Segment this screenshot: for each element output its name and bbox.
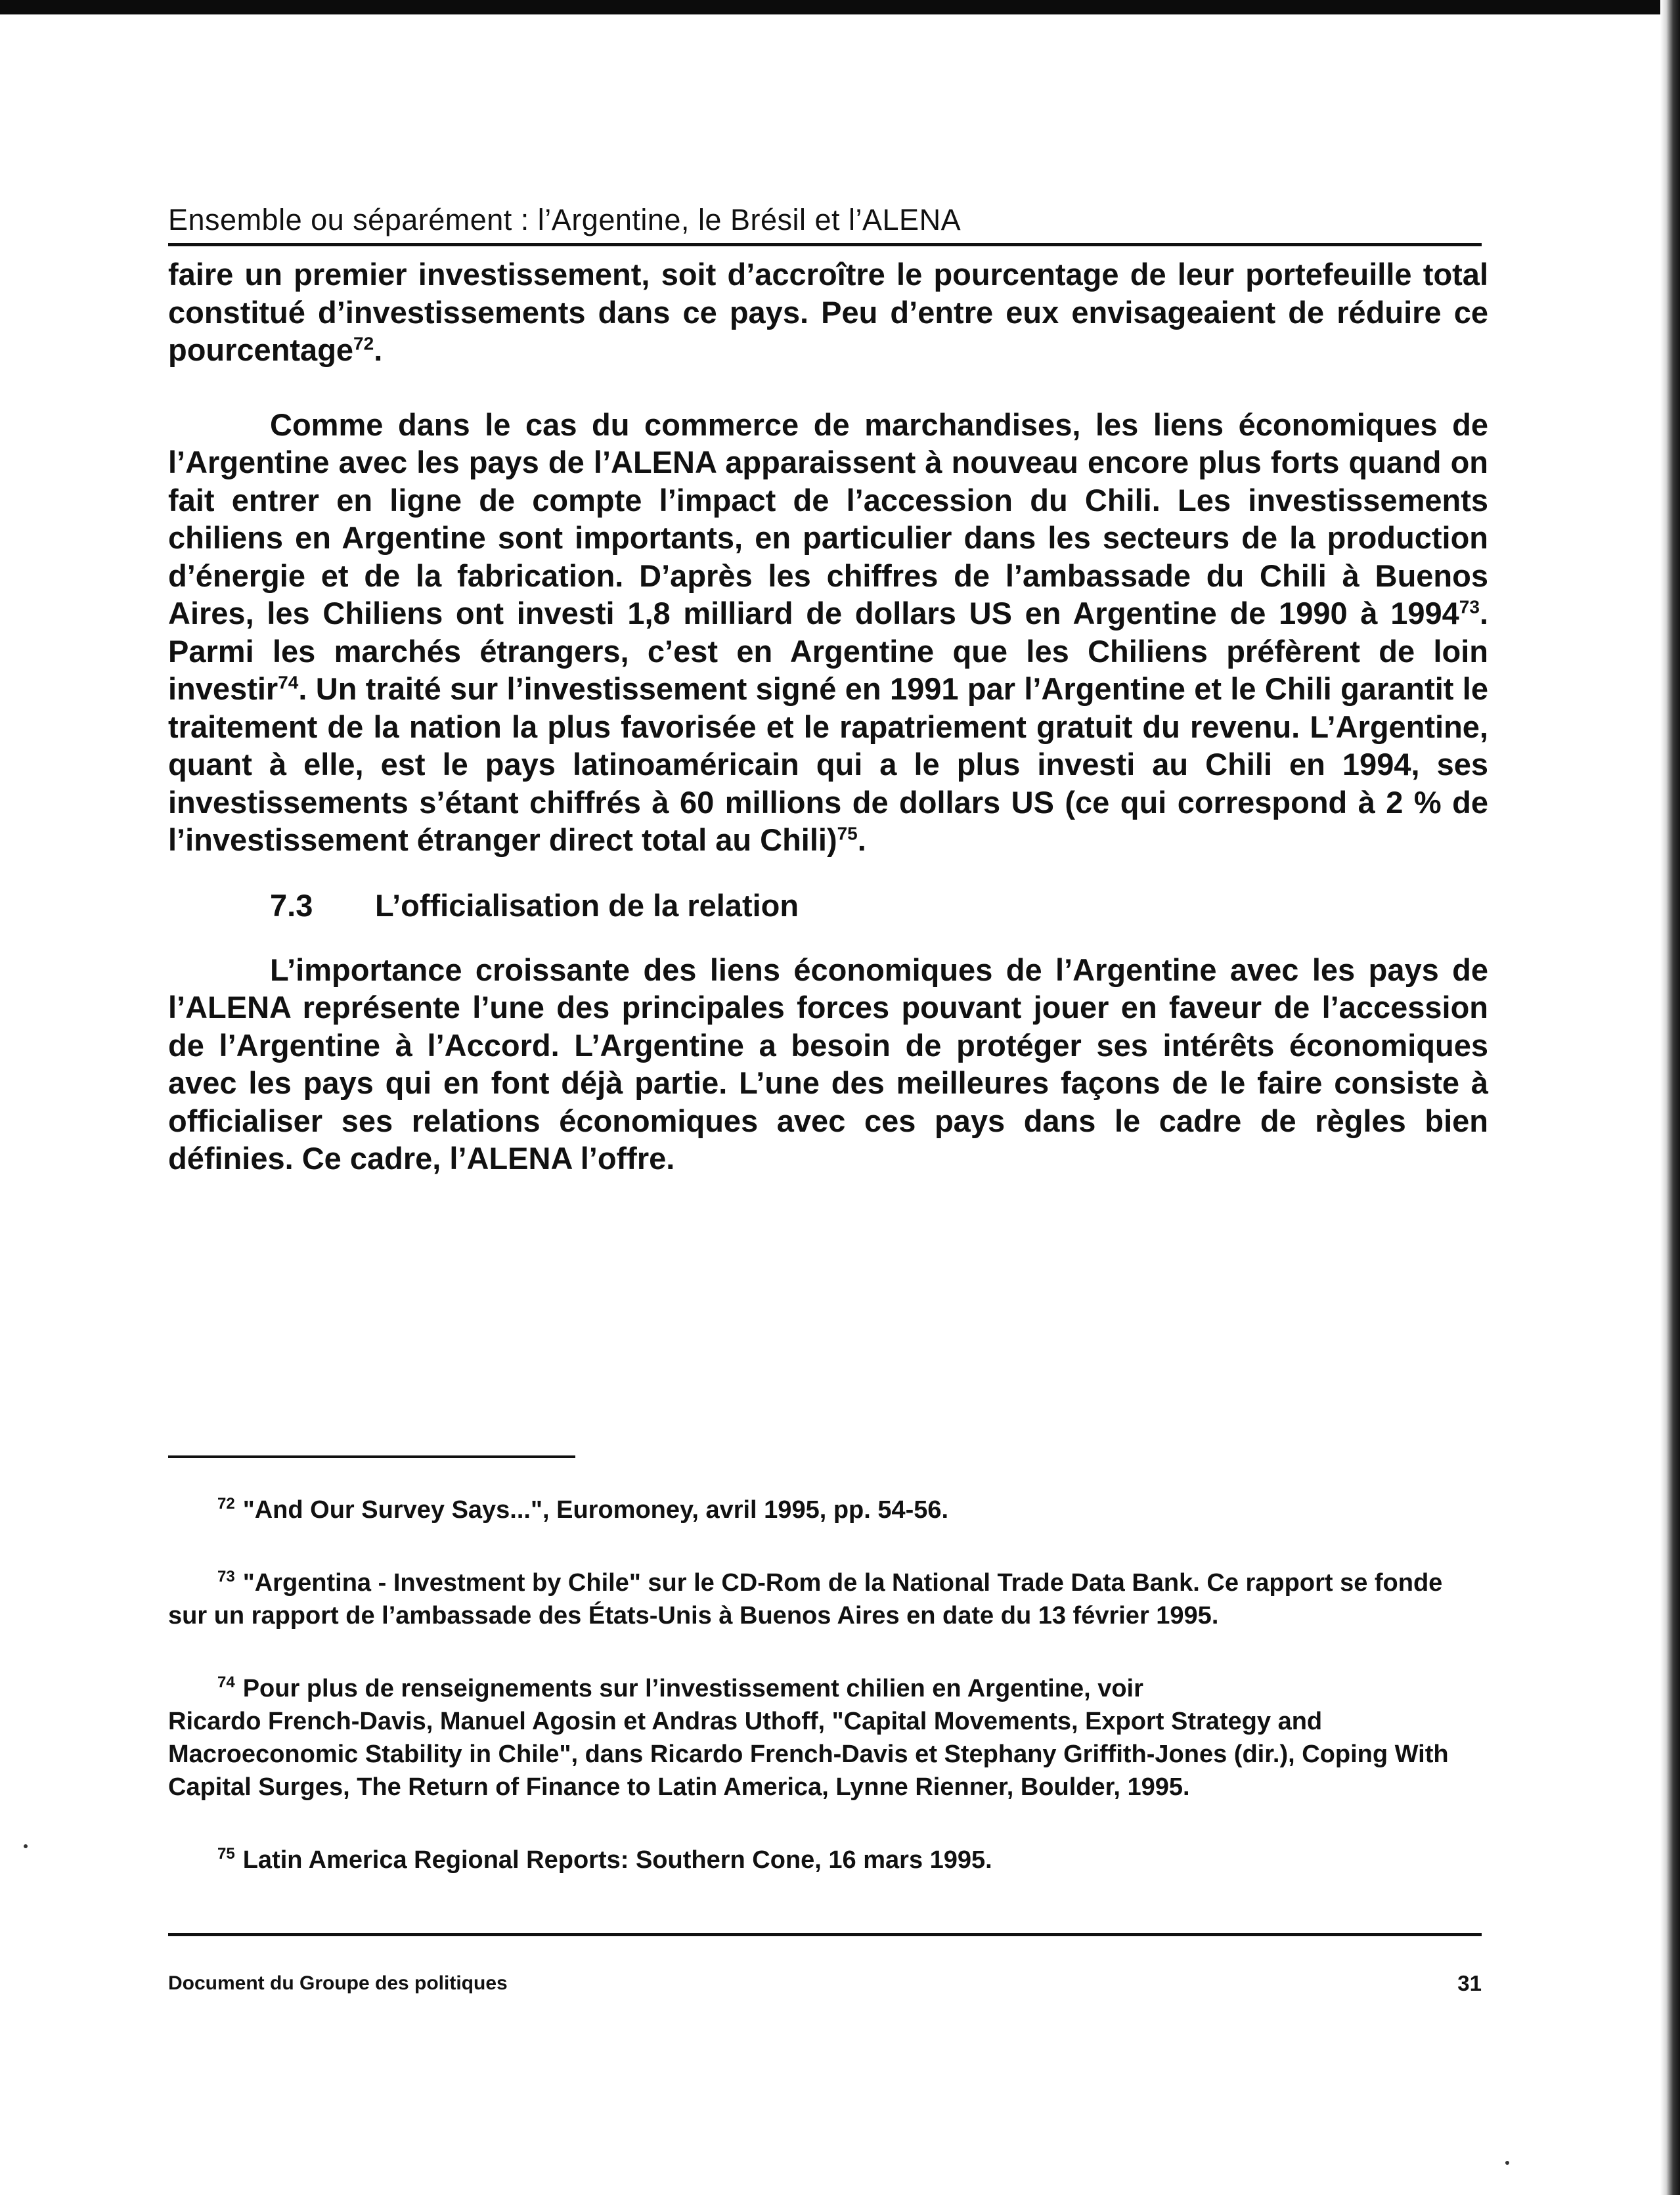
footer-rule — [168, 1933, 1482, 1936]
footnote-text-72: "And Our Survey Says...", Euromoney, avril 1995, pp. 54-56. — [242, 1496, 949, 1524]
footnote-mark-75: 75 — [217, 1845, 235, 1863]
scan-top-border — [0, 0, 1680, 14]
paragraph-3: L’importance croissante des liens économiques de l’Argentine avec les pays de l’ALENA représente l’une des principales forces pouvant jouer en faveur de l’accession de l’Argentine à l’Accord. L’Argentine a besoin de protéger ses intérêts économiques avec les pays qui en font déjà partie. L’une des meilleures façons de le faire consiste à officialiser ses relations économiques avec ces pays dans le cadre de règles bien définies. Ce cadre, l’ALENA l’offre. — [168, 952, 1488, 1176]
footnote-mark-72: 72 — [217, 1495, 235, 1513]
header-rule — [168, 243, 1482, 246]
paragraph-2-end: . — [857, 822, 866, 857]
footnote-text-74-line-1: Pour plus de renseignements sur l’investissement chilien en Argentine, voir — [242, 1675, 1143, 1702]
footnote-text-74-line-2: Ricardo French-Davis, Manuel Agosin et Andras Uthoff, "Capital Movements, Export Strategy and Macroeconomic Stability in Chile", dans Ricardo French-Davis et Stephany Griffith-Jones (dir.), Coping With Capital Surges, The Return of Finance to Latin America, Lynne Rienner, Boulder, 1995. — [168, 1708, 1449, 1801]
paragraph-2-part-1: Comme dans le cas du commerce de marchandises, les liens économiques de l’Argentine avec les pays de l’ALENA apparaissent à nouveau encore plus forts quand on fait entrer en ligne de compte l’impact de l’accession du Chili. Les investissements chiliens en Argentine sont importants, en particulier dans les secteurs de la production d’énergie et de la fabrication. D’après les chiffres de l’ambassade du Chili à Buenos Aires, les Chiliens ont investi 1,8 milliard de dollars US en Argentine de 1990 à 1994 — [168, 407, 1488, 631]
footnote-74 — [168, 1666, 1469, 1804]
paragraph-2-part-3: . Un traité sur l’investissement signé en 1991 par l’Argentine et le Chili garantit le traitement de la nation la plus favorisée et le rapatriement gratuit du revenu. L’Argentine, quant à elle, est le pays latinoaméricain qui a le plus investi au Chili en 1994, ses investissements s’étant chiffrés à 60 millions de dollars US (ce qui correspond à 2 % de l’investissement étranger direct total au Chili) — [168, 671, 1488, 857]
scan-speck — [24, 1844, 28, 1848]
footnote-text-75: Latin America Regional Reports: Southern Cone, 16 mars 1995. — [242, 1846, 992, 1874]
page-body — [168, 197, 1488, 1178]
footnote-73 — [168, 1561, 1469, 1632]
footnote-mark-74: 74 — [217, 1674, 235, 1691]
scan-speck — [1505, 2161, 1509, 2165]
section-number: 7.3 — [270, 887, 313, 923]
footnote-text-73: "Argentina - Investment by Chile" sur le CD-Rom de la National Trade Data Bank. Ce rapport se fonde sur un rapport de l’ambassade des États-Unis à Buenos Aires en date du 13 février 1995. — [168, 1569, 1443, 1630]
footnote-ref-73[interactable]: 73 — [1459, 596, 1480, 617]
section-heading — [270, 887, 1488, 951]
footnotes — [168, 1488, 1469, 1911]
footnote-rule — [168, 1455, 575, 1458]
footer-publication: Document du Groupe des politiques — [168, 1972, 508, 1994]
footnote-mark-73: 73 — [217, 1568, 235, 1585]
running-header: Ensemble ou séparément : l’Argentine, le Brésil et l’ALENA — [168, 203, 962, 236]
paragraph-1-end: . — [374, 332, 383, 367]
scan-right-edge — [1660, 0, 1680, 2195]
paragraph-1-text: faire un premier investissement, soit d’accroître le pourcentage de leur portefeuille total constitué d’investissements dans ce pays. Peu d’entre eux envisageaient de réduire ce pourcentage — [168, 257, 1488, 367]
footnote-ref-72[interactable]: 72 — [353, 333, 374, 354]
paragraph-2 — [168, 406, 1488, 859]
page-number: 31 — [1457, 1971, 1482, 1995]
paragraph-1 — [168, 255, 1488, 369]
footnote-75 — [168, 1838, 1469, 1876]
paragraph-2-part-2: . Parmi les marchés étrangers, c’est en Argentine que les Chiliens préfèrent de loin investir — [168, 596, 1488, 706]
section-title: L’officialisation de la relation — [375, 887, 799, 923]
footnote-74-first-line — [168, 1666, 1469, 1705]
footnote-72 — [168, 1488, 1469, 1526]
footnote-ref-74[interactable]: 74 — [278, 672, 299, 693]
footnote-ref-75[interactable]: 75 — [837, 823, 858, 844]
